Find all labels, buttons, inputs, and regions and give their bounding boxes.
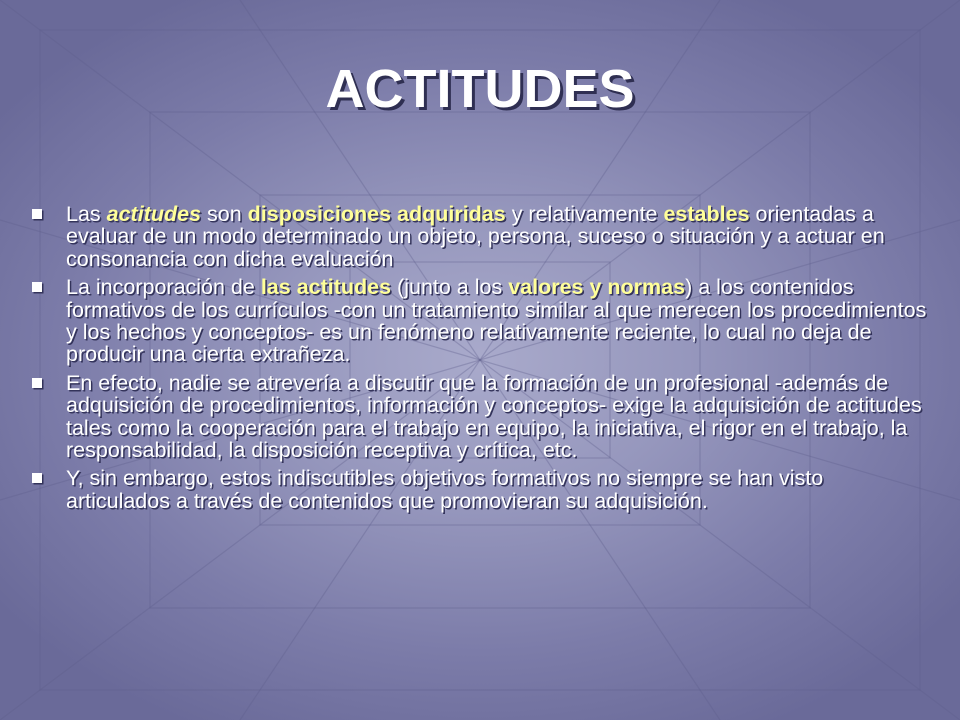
bullet-1-highlight-actitudes: actitudes: [106, 202, 202, 226]
bullet-2-text-b: (junto a los: [391, 275, 509, 300]
bullet-1-highlight-disposiciones: disposiciones adquiridas: [247, 202, 506, 226]
square-bullet-icon: [32, 282, 42, 292]
bullet-1-text-a: Las: [66, 202, 107, 226]
bullet-2-highlight-actitudes: las actitudes: [260, 275, 392, 300]
bullet-item-1: [32, 203, 932, 270]
square-bullet-icon: [32, 209, 42, 219]
bullet-list: [32, 203, 932, 518]
square-bullet-icon: [32, 473, 42, 483]
bullet-4-text: Y, sin embargo, estos indiscutibles objetivos formativos no siempre se han visto articulados a través de contenidos que promovieran su adquisición.: [66, 466, 824, 513]
bullet-3-text: En efecto, nadie se atrevería a discutir que la formación de un profesional -además de adquisición de procedimientos, información y conceptos- exige la adquisición de actitudes tales como la cooperación para el trabajo en equipo, la iniciativa, el rigor en el trabajo, la responsabilidad, la disposición receptiva y crítica, etc.: [66, 370, 922, 463]
bullet-1-highlight-estables: estables: [663, 202, 750, 226]
bullet-item-4: [32, 467, 932, 512]
square-bullet-icon: [32, 378, 42, 388]
bullet-2-text-a: La incorporación de: [66, 275, 261, 300]
bullet-1-text-c: y relativamente: [505, 202, 664, 226]
bullet-1-text-b: son: [201, 202, 248, 226]
bullet-item-2: [32, 276, 932, 366]
bullet-item-3: [32, 372, 932, 462]
bullet-2-highlight-valores: valores y normas: [508, 275, 686, 300]
bullet-2-text-c: ) a los contenidos formativos de los currículos -con un tratamiento similar al que merecen los procedimientos y los hechos y conceptos- es un fenómeno relativamente reciente, lo cual no deja de producir una cierta extrañeza.: [66, 275, 927, 367]
bullet-1-text-d: orientadas a evaluar de un modo determinado un objeto, persona, suceso o situación y a actuar en consonancia con dicha evaluación: [66, 202, 885, 271]
slide-title: ACTITUDES: [325, 59, 635, 119]
